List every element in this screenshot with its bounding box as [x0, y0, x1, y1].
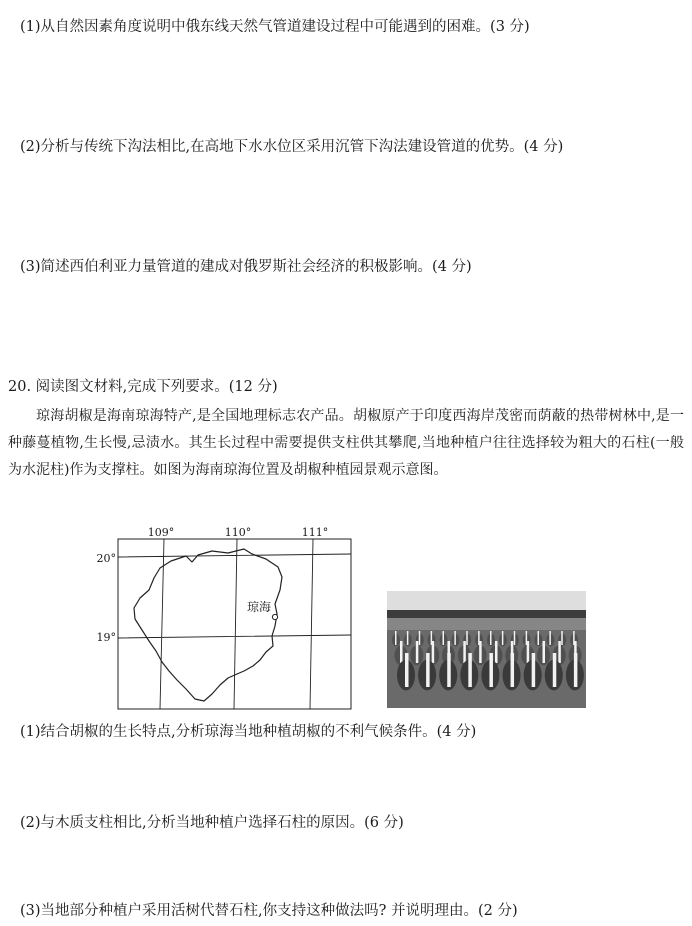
qionghai-label: 琼海 [246, 600, 272, 614]
q20-heading: 20. 阅读图文材料,完成下列要求。(12 分) [8, 379, 278, 395]
lat-label-19: 19° [96, 631, 116, 644]
q20-sub2: (2)与木质支柱相比,分析当地种植户选择石柱的原因。(6 分) [20, 815, 404, 831]
q20-sub1: (1)结合胡椒的生长特点,分析琼海当地种植胡椒的不利气候条件。(4 分) [20, 724, 477, 740]
qionghai-marker [272, 614, 277, 619]
lat-label-20: 20° [96, 552, 116, 565]
q20-sub3: (3)当地部分种植户采用活树代替石柱,你支持这种做法吗? 并说明理由。(2 分) [20, 903, 518, 919]
lon-label-109: 109° [147, 526, 175, 539]
hainan-map [94, 520, 354, 712]
lon-label-111: 111° [301, 526, 329, 539]
q19-sub1: (1)从自然因素角度说明中俄东线天然气管道建设过程中可能遇到的困难。(3 分) [20, 19, 530, 35]
q19-sub2: (2)分析与传统下沟法相比,在高地下水水位区采用沉管下沟法建设管道的优势。(4 分) [20, 139, 564, 155]
q19-sub3: (3)简述西伯利亚力量管道的建成对俄罗斯社会经济的积极影响。(4 分) [20, 259, 472, 275]
pepper-plantation-photo [387, 591, 586, 708]
lon-label-110: 110° [224, 526, 252, 539]
q20-material: 琼海胡椒是海南琼海特产,是全国地理标志农产品。胡椒原产于印度西海岸茂密而荫蔽的热带树林中,是一种藤蔓植物,生长慢,忌渍水。其生长过程中需要提供支柱供其攀爬,当地种植户往往选择较为粗大的石柱(一般为水泥柱)作为支撑柱。如图为海南琼海位置及胡椒种植园景观示意图。 [8, 408, 684, 478]
